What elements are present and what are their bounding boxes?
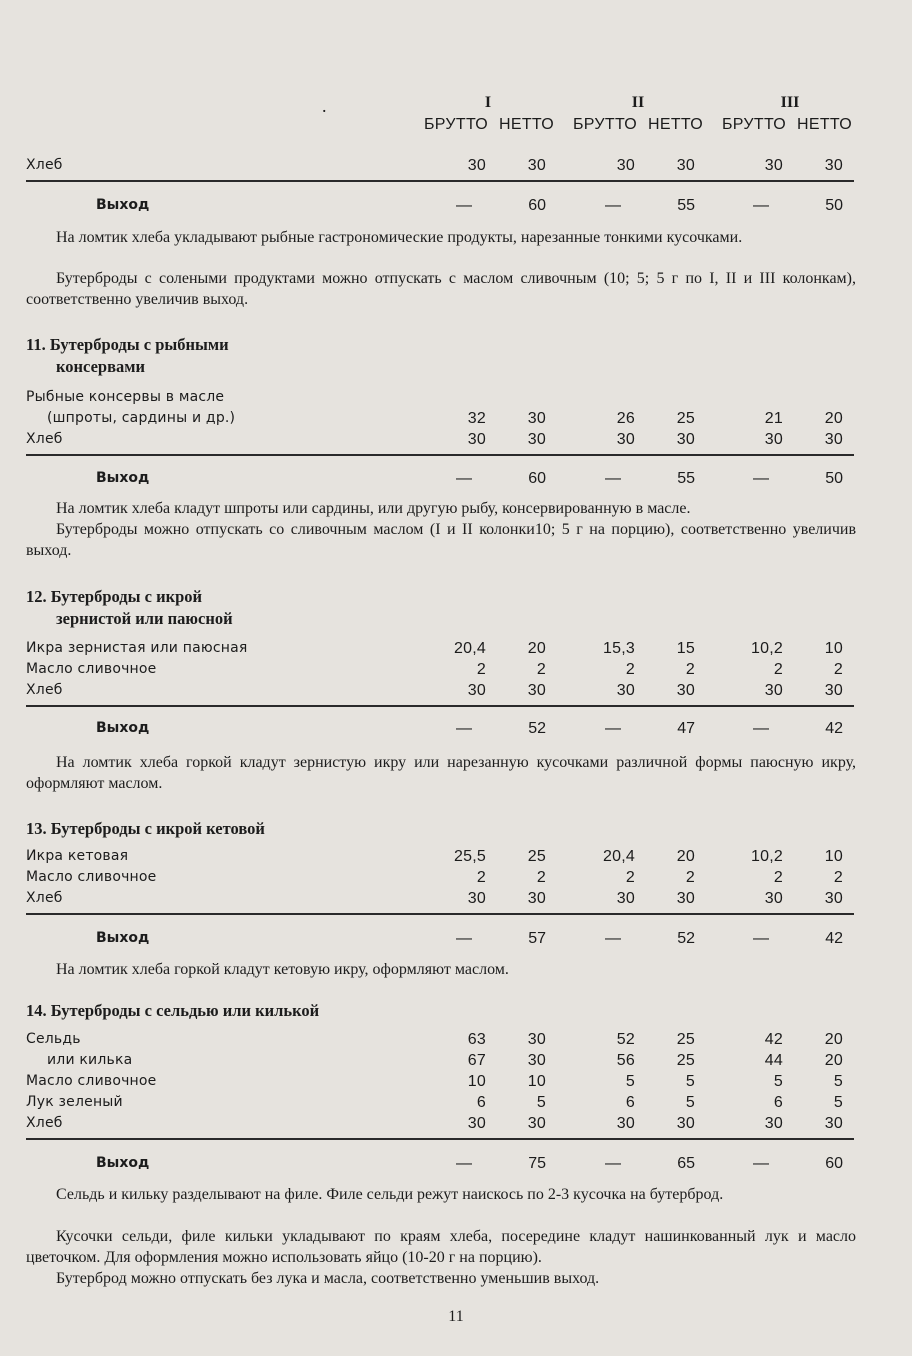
value-cell: 44 [764, 1052, 783, 1069]
value-cell: 30 [527, 431, 546, 448]
value-cell: 30 [467, 1115, 486, 1132]
method-paragraph: На ломтик хлеба укладывают рыбные гастрономические продукты, нарезанные тонкими кусочками. [56, 229, 743, 246]
yield-label: Выход [96, 930, 150, 946]
brutto-label: БРУТТО [573, 116, 638, 133]
column-group-1: I [484, 94, 492, 111]
ingredient-label: Лук зеленый [26, 1094, 123, 1110]
method-paragraph: Сельдь и кильку разделывают на филе. Филе сельди режут наискось по 2-3 кусочка на бутерброд. [56, 1186, 724, 1203]
value-cell: 30 [467, 682, 486, 699]
value-cell: 2 [476, 661, 486, 678]
value-cell: 20,4 [454, 640, 486, 657]
value-cell: 25,5 [454, 848, 486, 865]
yield-row [26, 930, 856, 950]
yield-value: 52 [677, 930, 695, 947]
value-cell: 2 [536, 869, 546, 886]
yield-value: — [456, 197, 472, 214]
value-cell: 30 [764, 890, 783, 907]
ingredient-row [26, 869, 856, 889]
value-cell: 67 [467, 1052, 486, 1069]
yield-label: Выход [96, 197, 150, 213]
value-cell: 30 [527, 1052, 546, 1069]
value-cell: 2 [625, 869, 635, 886]
value-cell: 20,4 [603, 848, 635, 865]
value-cell: 30 [527, 1031, 546, 1048]
value-cell: 21 [764, 410, 783, 427]
value-cell: 30 [824, 1115, 843, 1132]
netto-label: НЕТТО [648, 116, 703, 133]
netto-label: НЕТТО [499, 116, 554, 133]
ingredient-row [26, 410, 856, 430]
value-cell: 20 [824, 410, 843, 427]
yield-value: — [456, 720, 472, 737]
value-cell: 30 [824, 431, 843, 448]
recipe-title: 12. Бутерброды с икрой зернистой или паюсной [26, 587, 233, 628]
column-group-2: II [631, 94, 645, 111]
value-cell: 30 [616, 890, 635, 907]
method-paragraph: На ломтик хлеба горкой кладут зернистую икру или нарезанную кусочками различной формы паюсную икру, оформляют маслом. [26, 754, 856, 792]
yield-row [26, 470, 856, 490]
yield-value: 50 [825, 470, 843, 487]
yield-label: Выход [96, 1155, 150, 1171]
value-cell: 32 [467, 410, 486, 427]
value-cell: 30 [764, 1115, 783, 1132]
yield-value: — [456, 1155, 472, 1172]
yield-value: — [456, 470, 472, 487]
ingredient-row [26, 389, 856, 409]
value-cell: 5 [625, 1073, 635, 1090]
yield-value: — [753, 720, 769, 737]
ingredient-label: Икра кетовая [26, 848, 129, 864]
value-cell: 5 [833, 1073, 843, 1090]
value-cell: 30 [676, 682, 695, 699]
ingredient-row [26, 1052, 856, 1072]
ingredient-row [26, 682, 856, 702]
ingredient-label: Рыбные консервы в масле [26, 389, 225, 405]
yield-value: — [605, 197, 621, 214]
ingredient-label: Масло сливочное [26, 869, 157, 885]
ingredient-row [26, 431, 856, 451]
value-cell: 2 [773, 661, 783, 678]
brutto-label: БРУТТО [424, 116, 489, 133]
value-cell: 20 [527, 640, 546, 657]
value-cell: 30 [676, 157, 695, 174]
yield-value: 55 [677, 470, 695, 487]
yield-value: 75 [528, 1155, 546, 1172]
value-cell: 30 [616, 682, 635, 699]
method-paragraph: Бутерброды можно отпускать со сливочным маслом (I и II колонки10; 5 г на порцию), соответственно увеличив выход. [26, 521, 856, 559]
value-cell: 10 [824, 848, 843, 865]
ingredient-row [26, 661, 856, 681]
value-cell: 2 [833, 869, 843, 886]
table-rule [26, 705, 854, 707]
value-cell: 20 [824, 1052, 843, 1069]
netto-label: БРУТТО [722, 116, 787, 133]
yield-value: 52 [528, 720, 546, 737]
ingredient-label: Хлеб [26, 1115, 63, 1131]
value-cell: 5 [773, 1073, 783, 1090]
yield-value: 60 [528, 470, 546, 487]
ingredient-label: Хлеб [26, 157, 63, 173]
value-cell: 30 [616, 1115, 635, 1132]
yield-value: 42 [825, 930, 843, 947]
value-cell: 30 [527, 890, 546, 907]
value-cell: 15,3 [603, 640, 635, 657]
value-cell: 30 [676, 431, 695, 448]
value-cell: 30 [527, 157, 546, 174]
ingredient-label: Масло сливочное [26, 1073, 157, 1089]
value-cell: 30 [616, 157, 635, 174]
yield-value: 47 [677, 720, 695, 737]
ingredient-label: Масло сливочное [26, 661, 157, 677]
value-cell: 30 [824, 682, 843, 699]
netto-label: НЕТТО [797, 116, 852, 133]
yield-value: 50 [825, 197, 843, 214]
table-rule [26, 1138, 854, 1140]
yield-label: Выход [96, 720, 150, 736]
yield-value: 57 [528, 930, 546, 947]
value-cell: 10 [527, 1073, 546, 1090]
yield-value: — [605, 930, 621, 947]
method-paragraph: На ломтик хлеба кладут шпроты или сардины, или другую рыбу, консервированную в масле. [56, 500, 691, 517]
ingredient-label: Хлеб [26, 682, 63, 698]
value-cell: 26 [616, 410, 635, 427]
yield-row [26, 1155, 856, 1175]
value-cell: 10,2 [751, 640, 783, 657]
value-cell: 42 [764, 1031, 783, 1048]
value-cell: 25 [527, 848, 546, 865]
ingredient-label: Хлеб [26, 890, 63, 906]
method-paragraph: Кусочки сельди, филе кильки укладывают по краям хлеба, посередине кладут нашинкованный лук и масло цветочком. Для оформления можно использовать яйцо (10-20 г на порцию). [26, 1228, 856, 1266]
value-cell: 15 [676, 640, 695, 657]
value-cell: 2 [773, 869, 783, 886]
value-cell: 2 [833, 661, 843, 678]
value-cell: 30 [764, 157, 783, 174]
yield-value: — [753, 930, 769, 947]
value-cell: 10,2 [751, 848, 783, 865]
recipe-title: 14. Бутерброды с сельдью или килькой [26, 1001, 320, 1020]
column-group-3: III [780, 94, 800, 111]
ingredient-label: Сельдь [26, 1031, 81, 1047]
value-cell: 30 [764, 682, 783, 699]
value-cell: 20 [676, 848, 695, 865]
value-cell: 30 [676, 890, 695, 907]
yield-value: — [753, 1155, 769, 1172]
ingredient-row [26, 1031, 856, 1051]
value-cell: 5 [833, 1094, 843, 1111]
value-cell: 5 [685, 1073, 695, 1090]
ingredient-row [26, 1115, 856, 1135]
method-paragraph: Бутерброд можно отпускать без лука и масла, соответственно уменьшив выход. [56, 1270, 600, 1287]
value-cell: 25 [676, 410, 695, 427]
recipe-title: 13. Бутерброды с икрой кетовой [26, 819, 265, 838]
yield-label: Выход [96, 470, 150, 486]
ingredient-row [26, 1073, 856, 1093]
yield-value: — [605, 720, 621, 737]
value-cell: 6 [476, 1094, 486, 1111]
value-cell: 10 [467, 1073, 486, 1090]
table-rule [26, 454, 854, 456]
value-cell: 25 [676, 1031, 695, 1048]
yield-value: — [753, 197, 769, 214]
ingredient-row [26, 157, 856, 177]
yield-value: 60 [825, 1155, 843, 1172]
yield-value: — [456, 930, 472, 947]
ingredient-label: или килька [47, 1052, 133, 1068]
value-cell: 10 [824, 640, 843, 657]
yield-value: 55 [677, 197, 695, 214]
value-cell: 30 [467, 431, 486, 448]
ingredient-label: Хлеб [26, 431, 63, 447]
value-cell: 2 [685, 869, 695, 886]
value-cell: 52 [616, 1031, 635, 1048]
yield-value: — [753, 470, 769, 487]
value-cell: 5 [685, 1094, 695, 1111]
value-cell: 30 [616, 431, 635, 448]
value-cell: 6 [773, 1094, 783, 1111]
page-number: 11 [448, 1308, 464, 1325]
yield-value: 42 [825, 720, 843, 737]
value-cell: 2 [536, 661, 546, 678]
yield-row [26, 720, 856, 740]
ingredient-label: Икра зернистая или паюсная [26, 640, 248, 656]
table-rule [26, 913, 854, 915]
value-cell: 30 [467, 890, 486, 907]
value-cell: 30 [527, 1115, 546, 1132]
value-cell: 30 [676, 1115, 695, 1132]
value-cell: 25 [676, 1052, 695, 1069]
value-cell: 30 [764, 431, 783, 448]
value-cell: 6 [625, 1094, 635, 1111]
ingredient-row [26, 890, 856, 910]
ingredient-row [26, 848, 856, 868]
value-cell: 30 [527, 682, 546, 699]
ingredient-row [26, 1094, 856, 1114]
method-paragraph: Бутерброды с солеными продуктами можно отпускать с маслом сливочным (10; 5; 5 г по I, II и III колонкам), соответственно увеличив выход. [26, 270, 856, 308]
value-cell: 30 [824, 157, 843, 174]
recipe-title: 11. Бутерброды с рыбными консервами [26, 335, 229, 376]
value-cell: 30 [467, 157, 486, 174]
value-cell: 56 [616, 1052, 635, 1069]
yield-value: — [605, 1155, 621, 1172]
value-cell: 30 [824, 890, 843, 907]
value-cell: 2 [625, 661, 635, 678]
value-cell: 2 [476, 869, 486, 886]
value-cell: 63 [467, 1031, 486, 1048]
yield-value: 65 [677, 1155, 695, 1172]
yield-value: — [605, 470, 621, 487]
yield-value: 60 [528, 197, 546, 214]
value-cell: 2 [685, 661, 695, 678]
print-speck: . [322, 96, 327, 116]
yield-row [26, 197, 856, 217]
table-rule [26, 180, 854, 182]
ingredient-label: (шпроты, сардины и др.) [47, 410, 236, 426]
value-cell: 20 [824, 1031, 843, 1048]
method-paragraph: На ломтик хлеба горкой кладут кетовую икру, оформляют маслом. [56, 961, 509, 978]
ingredient-row [26, 640, 856, 660]
value-cell: 5 [536, 1094, 546, 1111]
value-cell: 30 [527, 410, 546, 427]
